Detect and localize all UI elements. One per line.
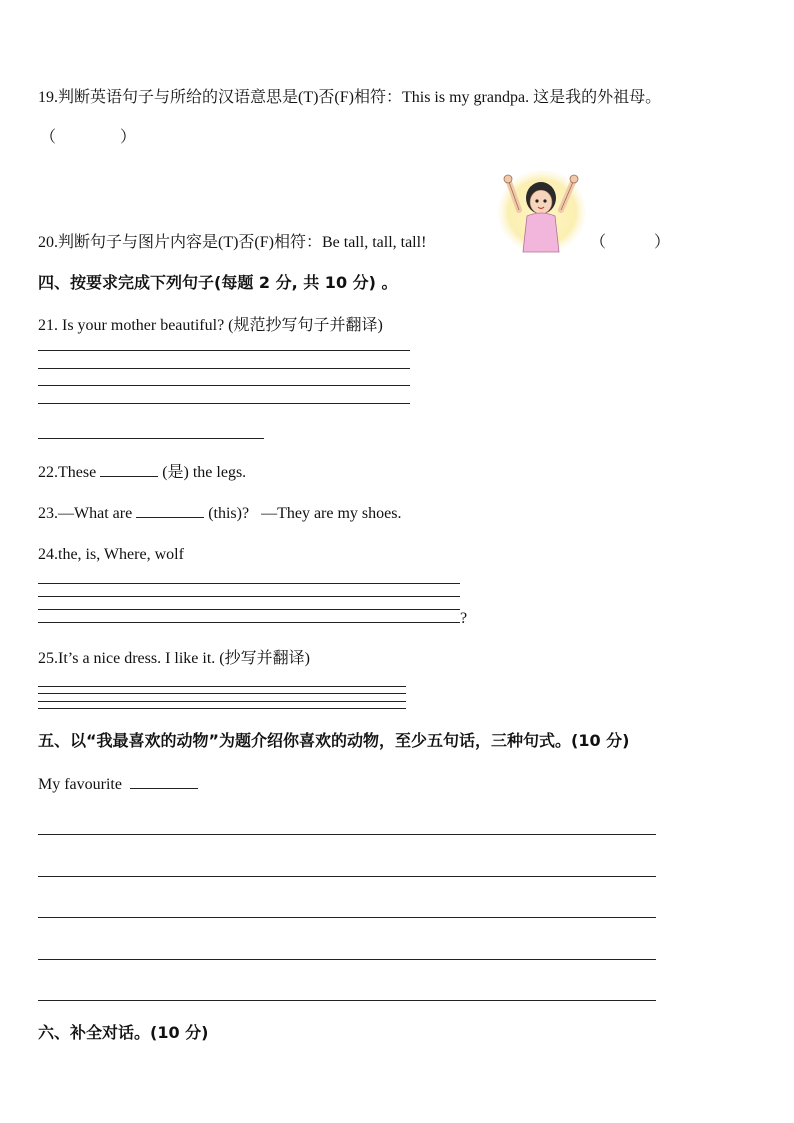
- question-23: [38, 503, 401, 524]
- question-25: 25.It’s a nice dress. I like it. (抄写并翻译): [38, 650, 310, 667]
- question-mark: ?: [460, 610, 468, 627]
- essay-starter: [38, 774, 198, 795]
- writing-line[interactable]: [38, 686, 406, 687]
- writing-line[interactable]: [38, 609, 460, 610]
- essay-line[interactable]: [38, 1000, 656, 1001]
- answer-paren-19[interactable]: （ ）: [40, 129, 137, 146]
- writing-line[interactable]: [38, 701, 406, 702]
- writing-line[interactable]: [38, 583, 460, 584]
- essay-line[interactable]: [38, 834, 656, 835]
- writing-line[interactable]: [38, 596, 460, 597]
- question-21: 21. Is your mother beautiful? (规范抄写句子并翻译): [38, 317, 383, 334]
- answer-blank-22[interactable]: [100, 462, 158, 477]
- essay-line[interactable]: [38, 917, 656, 918]
- essay-starter-text: My favourite: [38, 776, 122, 793]
- writing-line[interactable]: [38, 385, 410, 386]
- question-22: [38, 462, 246, 483]
- section-5-heading: 五、以“我最喜欢的动物”为题介绍你喜欢的动物，至少五句话，三种句式。(10 分): [38, 731, 630, 750]
- writing-line[interactable]: [38, 708, 406, 709]
- question-23-after: (this)? —They are my shoes.: [208, 505, 402, 522]
- essay-line[interactable]: [38, 959, 656, 960]
- essay-line[interactable]: [38, 876, 656, 877]
- question-20: 20.判断句子与图片内容是(T)否(F)相符：Be tall, tall, tall!: [38, 234, 427, 251]
- question-19: 19.判断英语句子与所给的汉语意思是(T)否(F)相符：This is my grandpa. 这是我的外祖母。: [38, 89, 662, 106]
- question-22-before: 22.These: [38, 464, 97, 481]
- question-22-after: (是) the legs.: [162, 464, 247, 481]
- writing-line[interactable]: [38, 693, 406, 694]
- essay-title-blank[interactable]: [130, 774, 198, 789]
- section-4-heading: 四、按要求完成下列句子(每题 2 分, 共 10 分) 。: [38, 273, 398, 292]
- writing-line[interactable]: [38, 368, 410, 369]
- writing-line[interactable]: [38, 403, 410, 404]
- question-23-before: 23.—What are: [38, 505, 133, 522]
- girl-raising-arms-illustration: [497, 168, 587, 254]
- question-24: 24.the, is, Where, wolf: [38, 546, 184, 563]
- writing-line[interactable]: [38, 622, 460, 623]
- translation-line[interactable]: [38, 438, 264, 439]
- answer-blank-23[interactable]: [136, 503, 204, 518]
- writing-line[interactable]: [38, 350, 410, 351]
- section-6-heading: 六、补全对话。(10 分): [38, 1023, 209, 1042]
- answer-paren-20[interactable]: （ ）: [590, 234, 671, 251]
